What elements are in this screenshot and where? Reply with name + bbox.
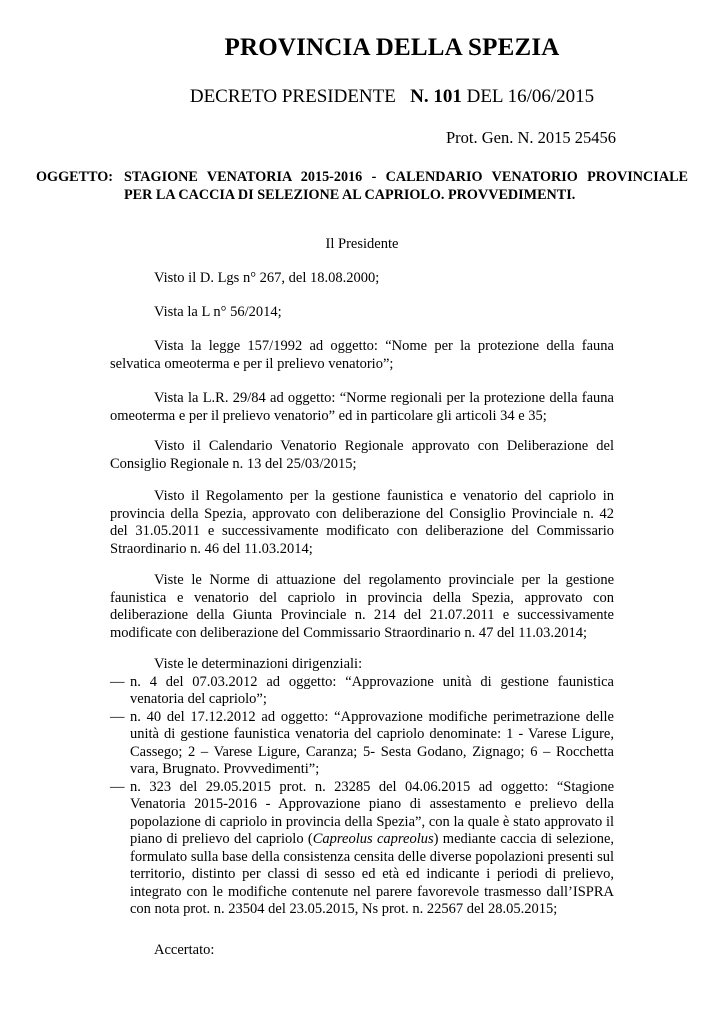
subject-line-2: PER LA CACCIA DI SELEZIONE AL CAPRIOLO. PROVVEDIMENTI. [124,187,576,203]
subject-label: OGGETTO: [36,169,113,185]
paragraph-7: Viste le Norme di attuazione del regolamento provinciale per la gestione faunistica e venatorio del capriolo in provincia della Spezia, approvato con deliberazione della Giunta Provinciale n. 214 del 21.07.2011 e successivamente modificate con deliberazione del Commissario Straordinario n. 47 del 11.03.2014; [110,572,614,641]
subject-line-1: STAGIONE VENATORIA 2015-2016 - CALENDARIO VENATORIO PROVINCIALE [124,169,688,185]
protocol-number: Prot. Gen. N. 2015 25456 [445,128,616,147]
paragraph-3: Vista la legge 157/1992 ad oggetto: “Nome per la protezione della fauna selvatica omeoterma e per il prelievo venatorio”; [110,338,614,372]
determinations-intro: Viste le determinazioni dirigenziali: [154,656,363,672]
paragraph-1: Visto il D. Lgs n° 267, del 18.08.2000; [154,270,380,286]
decree-number: N. 101 [410,86,462,107]
paragraph-2: Vista la L n° 56/2014; [154,304,282,320]
president-heading: Il Presidente [325,236,399,252]
list-item: — n. 323 del 29.05.2015 prot. n. 23285 del 04.06.2015 ad oggetto: “Stagione Venatoria 2015-2016 - Approvazione piano di assestamento e prelievo della popolazione di capriolo in provincia della Spezia”, con la quale è stato approvato il piano di prelievo del capriolo (Capreolus capreolus) mediante caccia di selezione, formulato sulla base della consistenza censita delle diverse popolazioni presenti sul territorio, distinto per classi di sesso ed età ed indicante i periodi di prelievo, integrato con le modifiche contenute nel parere favorevole trasmesso dall’ISPRA con nota prot. n. 23504 del 23.05.2015, Ns prot. n. 22567 del 28.05.2015; [110,778,615,917]
closing-line: Accertato: [154,942,215,958]
decree-prefix: DECRETO PRESIDENTE [189,86,396,107]
paragraph-6: Visto il Regolamento per la gestione faunistica e venatorio del capriolo in provincia della Spezia, approvato con deliberazione del Consiglio Provinciale n. 42 del 31.05.2011 e successivamente modificato con deliberazione del Commissario Straordinario n. 46 del 11.03.2014; [110,488,614,557]
document-title: PROVINCIA DELLA SPEZIA [224,34,560,61]
paragraph-4: Vista la L.R. 29/84 ad oggetto: “Norme regionali per la protezione della fauna omeoterma e per il prelievo venatorio” ed in particolare gli articoli 34 e 35; [110,390,614,424]
dash-bullet: — [110,708,125,725]
paragraph-5: Visto il Calendario Venatorio Regionale approvato con Deliberazione del Consiglio Regionale n. 13 del 25/03/2015; [110,438,614,472]
dash-bullet: — [110,673,125,690]
decree-heading [0,86,724,108]
decree-date: DEL 16/06/2015 [466,86,595,107]
dash-bullet: — [110,778,125,795]
subject-block [36,168,688,204]
determinations-list [110,656,614,919]
list-item: — n. 40 del 17.12.2012 ad oggetto: “Approvazione modifiche perimetrazione delle unità di gestione faunistica venatoria del capriolo denominate: 1 - Varese Ligure, Cassego; 2 – Varese Ligure, Caranza; 5- Sesta Godano, Zignago; 6 – Rocchetta vara, Brugnato. Provvedimenti”; [110,708,614,777]
species-name: Capreolus capreolus [312,831,434,847]
list-item: — n. 4 del 07.03.2012 ad oggetto: “Approvazione unità di gestione faunistica venatoria del capriolo”; [110,673,614,707]
